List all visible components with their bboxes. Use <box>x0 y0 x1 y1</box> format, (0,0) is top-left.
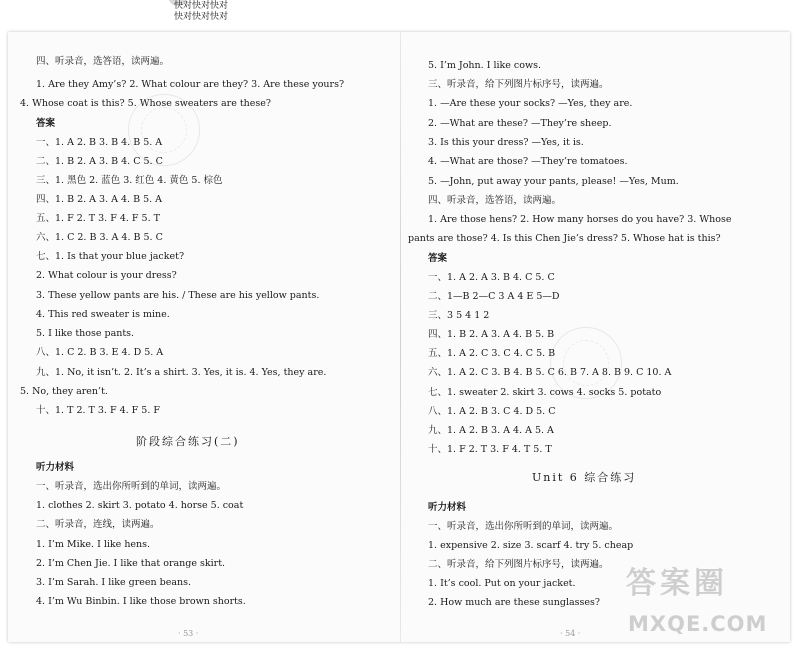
header-line-1: 快对快对快对 <box>174 1 229 11</box>
right-text-line: 3. Is this your dress? —Yes, it is. <box>428 137 584 148</box>
header-line-2: 快对快对快对 <box>174 12 229 22</box>
right-text-line: 答案 <box>428 253 448 264</box>
right-text-line: 四、听录音，选答语，读两遍。 <box>428 195 562 206</box>
right-text-line: 七、1. sweater 2. skirt 3. cows 4. socks 5. potato <box>428 387 662 398</box>
left-text-line: 九、1. No, it isn’t. 2. It’s a shirt. 3. Yes, it is. 4. Yes, they are. <box>36 367 327 378</box>
left-text-line: 3. These yellow pants are his. / These are his yellow pants. <box>36 290 320 301</box>
right-text-line: 四、1. B 2. A 3. A 4. B 5. B <box>428 329 555 340</box>
right-text-line: 三、听录音，给下列图片标序号，读两遍。 <box>428 79 609 90</box>
right-page-number: · 54 · <box>560 629 581 638</box>
left-text-line: 一、听录音，选出你所听到的单词，读两遍。 <box>36 481 227 492</box>
right-text-line: 2. —What are these? —They’re sheep. <box>428 118 612 129</box>
right-text-line: 五、1. A 2. C 3. C 4. C 5. B <box>428 348 556 359</box>
left-text-line: 1. Are they Amy’s? 2. What colour are they? 3. Are these yours? <box>36 79 345 90</box>
left-text-line: 听力材料 <box>36 462 75 473</box>
left-text-line: 答案 <box>36 118 56 129</box>
left-text-line: 二、听录音，连线，读两遍。 <box>36 519 160 530</box>
right-text-line: 5. —John, put away your pants, please! —Yes, Mum. <box>428 176 679 187</box>
left-text-line: 七、1. Is that your blue jacket? <box>36 251 185 262</box>
left-text-line: 八、1. C 2. B 3. E 4. D 5. A <box>36 347 164 358</box>
right-text-line: 2. How much are these sunglasses? <box>428 597 600 608</box>
left-page <box>8 32 400 642</box>
right-text-line: 八、1. A 2. B 3. C 4. D 5. C <box>428 406 556 417</box>
right-text-line: 4. —What are those? —They’re tomatoes. <box>428 156 628 167</box>
left-text-line: 三、1. 黑色 2. 蓝色 3. 红色 4. 黄色 5. 棕色 <box>36 175 223 186</box>
left-text-line: 六、1. C 2. B 3. A 4. B 5. C <box>36 232 163 243</box>
left-text-line: 四、1. B 2. A 3. A 4. B 5. A <box>36 194 163 205</box>
book-spread <box>8 32 790 642</box>
left-text-line: 3. I’m Sarah. I like green beans. <box>36 577 192 588</box>
top-bar <box>0 0 800 30</box>
right-section-title: Unit 6 综合练习 <box>532 471 637 484</box>
right-text-line: 1. —Are these your socks? —Yes, they are. <box>428 98 633 109</box>
left-text-line: 4. Whose coat is this? 5. Whose sweaters are these? <box>20 98 272 109</box>
right-text-line: 1. expensive 2. size 3. scarf 4. try 5. cheap <box>428 540 634 551</box>
left-text-line: 五、1. F 2. T 3. F 4. F 5. T <box>36 213 160 224</box>
watermark-logo-text: 答案圈 <box>626 566 728 601</box>
right-text-line: 三、3 5 4 1 2 <box>428 310 490 321</box>
left-text-line: 四、听录音，选答语，读两遍。 <box>36 56 170 67</box>
left-text-line: 2. I’m Chen Jie. I like that orange skirt. <box>36 558 226 569</box>
right-text-line: 1. Are those hens? 2. How many horses do you have? 3. Whose <box>428 214 732 225</box>
right-text-line: pants are those? 4. Is this Chen Jie’s dress? 5. Whose hat is this? <box>408 233 721 244</box>
watermark-url: MXQE.COM <box>628 612 768 636</box>
left-text-line: 一、1. A 2. B 3. B 4. B 5. A <box>36 137 163 148</box>
right-text-line: 1. It’s cool. Put on your jacket. <box>428 578 576 589</box>
right-text-line: 一、听录音，选出你所听到的单词，读两遍。 <box>428 521 619 532</box>
left-text-line: 二、1. B 2. A 3. B 4. C 5. C <box>36 156 163 167</box>
left-text-line: 2. What colour is your dress? <box>36 270 177 281</box>
right-text-line: 九、1. A 2. B 3. A 4. A 5. A <box>428 425 554 436</box>
right-text-line: 听力材料 <box>428 502 467 513</box>
right-text-line: 二、1—B 2—C 3 A 4 E 5—D <box>428 291 560 302</box>
right-text-line: 5. I’m John. I like cows. <box>428 60 542 71</box>
right-text-line: 十、1. F 2. T 3. F 4. T 5. T <box>428 444 552 455</box>
right-page <box>400 32 790 642</box>
left-text-line: 5. No, they aren’t. <box>20 386 108 397</box>
left-text-line: 5. I like those pants. <box>36 328 135 339</box>
left-text-line: 1. clothes 2. skirt 3. potato 4. horse 5. coat <box>36 500 244 511</box>
left-text-line: 4. I’m Wu Binbin. I like those brown shorts. <box>36 596 246 607</box>
right-text-line: 一、1. A 2. A 3. B 4. C 5. C <box>428 272 555 283</box>
left-page-number: · 53 · <box>178 629 199 638</box>
left-section-title: 阶段综合练习(二) <box>136 435 240 448</box>
right-text-line: 二、听录音，给下列图片标序号，读两遍。 <box>428 559 609 570</box>
site-watermark <box>622 556 794 648</box>
left-text-line: 十、1. T 2. T 3. F 4. F 5. F <box>36 405 160 416</box>
left-text-line: 1. I’m Mike. I like hens. <box>36 539 151 550</box>
right-text-line: 六、1. A 2. C 3. B 4. B 5. C 6. B 7. A 8. B 9. C 10. A <box>428 367 672 378</box>
left-text-line: 4. This red sweater is mine. <box>36 309 170 320</box>
